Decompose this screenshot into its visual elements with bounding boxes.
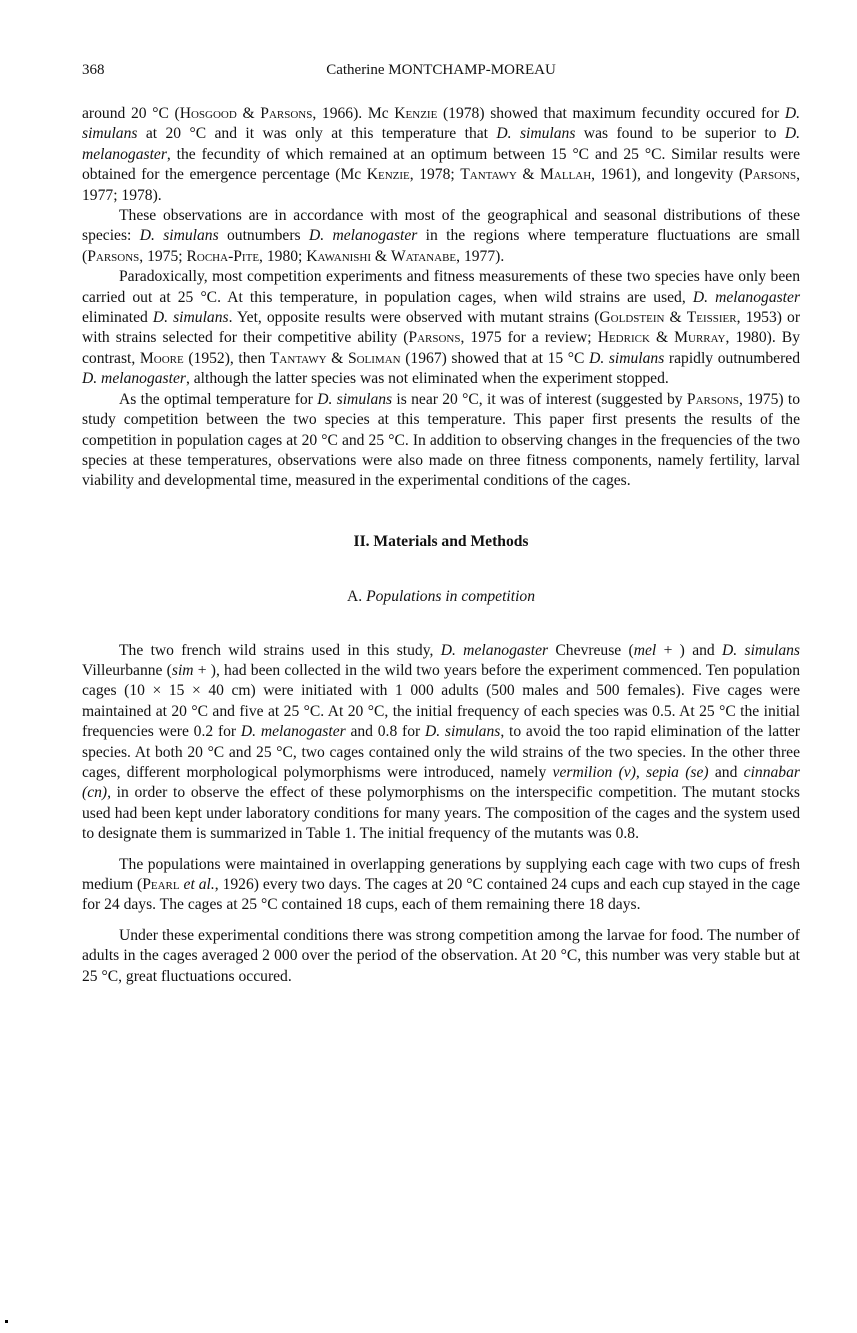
scan-mark: [5, 1320, 8, 1323]
paragraph-5: The two french wild strains used in this study, D. melanogaster Chevreuse (mel + ) and D. simulans Villeurbanne (sim + ), had been collected in the wild two years before the experiment commenced. Ten population cages (10 × 15 × 40 cm) were initiated with 1 000 adults (500 males and 500 females). Five cages were maintained at 20 °C and five at 25 °C. At 20 °C, the initial frequency of each species was 0.5. At 25 °C the initial frequencies were 0.2 for D. melanogaster and 0.8 for D. simulans, to avoid the too rapid elimination of the latter species. At both 20 °C and 25 °C, two cages contained only the wild strains of the two species. In the other three cages, different morphological polymorphisms were introduced, namely vermilion (v), sepia (se) and cinnabar (cn), in order to observe the effect of these polymorphisms on the interspecific competition. The mutant stocks used had been kept under laboratory conditions for many years. The composition of the cages and the system used to designate them is summarized in Table 1. The initial frequency of the mutants was 0.8.: [82, 641, 800, 843]
paragraph-1: around 20 °C (Hosgood & Parsons, 1966). Mc Kenzie (1978) showed that maximum fecundity occured for D. simulans at 20 °C and it was only at this temperature that D. simulans was found to be superior to D. melanogaster, the fecundity of which remained at an optimum between 15 °C and 25 °C. Similar results were obtained for the emergence percentage (Mc Kenzie, 1978; Tantawy & Mallah, 1961), and longevity (Parsons, 1977; 1978).: [82, 105, 801, 204]
page-number: 368: [82, 62, 105, 78]
paragraph-3: Paradoxically, most competition experiments and fitness measurements of these two species have only been carried out at 25 °C. At this temperature, in population cages, when wild strains are used, D. melanogaster eliminated D. simulans. Yet, opposite results were observed with mutant strains (Goldstein & Teissier, 1953) or with strains selected for their competitive ability (Parsons, 1975 for a review; Hedrick & Murray, 1980). By contrast, Moore (1952), then Tantawy & Soliman (1967) showed that at 15 °C D. simulans rapidly outnumbered D. melanogaster, although the latter species was not eliminated when the experiment stopped.: [82, 268, 801, 388]
paragraph-4: As the optimal temperature for D. simulans is near 20 °C, it was of interest (suggested by Parsons, 1975) to study competition between the two species at this temperature. This paper first presents the results of the competition in population cages at 20 °C and 25 °C. In addition to observing changes in the frequencies of the two species at these temperatures, observations were also made on three fitness components, namely fertility, larval viability and developmental time, measured in the experimental conditions of the cages.: [82, 390, 800, 490]
subsection-title: A. Populations in competition: [347, 588, 535, 606]
paragraph-7: Under these experimental conditions there was strong competition among the larvae for food. The number of adults in the cages averaged 2 000 over the period of the observation. At 20 °C, this number was very stable but at 25 °C, great fluctuations occured.: [82, 926, 800, 985]
paragraph-6: The populations were maintained in overlapping generations by supplying each cage with two cups of fresh medium (Pearl et al., 1926) every two days. The cages at 20 °C contained 24 cups and each cup stayed in the cage for 24 days. The cages at 25 °C contained 18 cups, each of them remaining there 18 days.: [82, 855, 800, 914]
section-title: II. Materials and Methods: [353, 532, 529, 550]
paragraph-2: These observations are in accordance with most of the geographical and seasonal distributions of these species: D. simulans outnumbers D. melanogaster in the regions where temperature fluctuations are small (Parsons, 1975; Rocha-Pite, 1980; Kawanishi & Watanabe, 1977).: [82, 207, 801, 265]
article-body: [82, 104, 800, 987]
running-head: Catherine MONTCHAMP-MOREAU: [326, 62, 556, 78]
